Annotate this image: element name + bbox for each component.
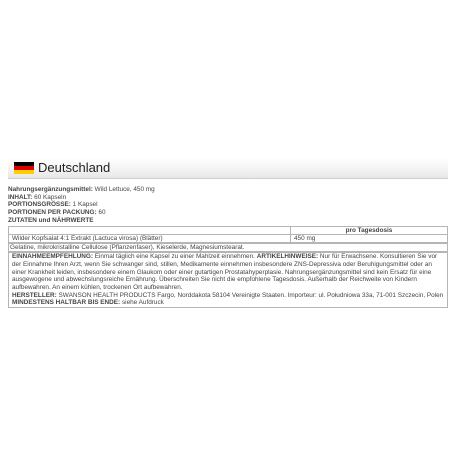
content-value: 60 Kapseln xyxy=(32,193,67,201)
product-label: Nahrungsergänzungsmittel: xyxy=(8,186,93,193)
country-header xyxy=(8,158,448,179)
recommendation-text: Einmal täglich eine Kapsel zu einer Mahlzeit einnehmen. xyxy=(92,253,257,261)
serving-size-value: 1 Kapsel xyxy=(70,201,98,209)
table-row xyxy=(9,234,448,242)
best-before-text: siehe Aufdruck xyxy=(120,299,164,307)
serving-size-line xyxy=(8,201,448,209)
germany-flag-icon xyxy=(14,162,34,174)
table-header-empty xyxy=(9,226,291,234)
warning-text: Nur für Erwachsene. Konsultieren Sie vor der Einnahme Ihren Arzt, wenn Sie schwanger sind, stillen, Medikamente einnehmen insbesondere ZNS-Depressiva oder Beruhigungsmittel oder an einer Krankheit leiden, insbesondere einem Glaukom oder einer gutartigen Prostatahyperplasie. Nahrungsergänzungsmittel sind kein Ersatz für eine ausgewogene und abwechslungsreiche Ernährung. Überschreiten Sie nicht die empfohlene Tagesdosis. Außerhalb der Reichweite von Kindern aufbewahren. An einem kühlen, trockenen Ort aufbewahren. xyxy=(12,253,438,292)
content-label: INHALT: xyxy=(8,193,33,201)
table-col-header: pro Tagesdosis xyxy=(291,226,448,234)
ingredient-cell: Wilder Kopfsalat 4:1 Extrakt (Lactuca virosa) (Blätter) xyxy=(9,234,291,242)
product-name: Wild Lettuce, 450 mg xyxy=(92,186,155,193)
servings-line xyxy=(8,209,448,217)
other-ingredients: Gelatine, mikrokristalline Cellulose (Pflanzenfaser), Kieselerde, Magnesiumstearat. xyxy=(8,243,448,253)
recommendation-label: EINNAHMEEMPFEHLUNG: xyxy=(12,253,93,261)
country-title: Deutschland xyxy=(38,160,111,175)
servings-label: PORTIONEN PER PACKUNG: xyxy=(8,209,97,217)
product-info xyxy=(8,186,448,308)
manufacturer-label: HERSTELLER: xyxy=(12,291,57,299)
product-line xyxy=(8,186,448,194)
best-before-label: MINDESTENS HALTBAR BIS ENDE: xyxy=(12,299,121,307)
serving-size-label: PORTIONSGRÖSSE: xyxy=(8,201,71,209)
nutrition-table xyxy=(8,226,448,243)
manufacturer-text: SWANSON HEALTH PRODUCTS Fargo, Norddakota 58104 Vereinigte Staaten. Importeur: ul. Południowa 33a, 71-001 Szczecin, Polen xyxy=(56,291,444,299)
ingredients-heading: ZUTATEN und NÄHRWERTE xyxy=(8,216,94,224)
amount-cell: 450 mg xyxy=(291,234,448,242)
table-header-row xyxy=(9,226,448,234)
recommendation-block xyxy=(8,252,448,308)
warning-label: ARTIKELHINWEISE: xyxy=(256,253,319,261)
flag-stripe-gold xyxy=(14,170,34,174)
servings-value: 60 xyxy=(96,209,106,217)
